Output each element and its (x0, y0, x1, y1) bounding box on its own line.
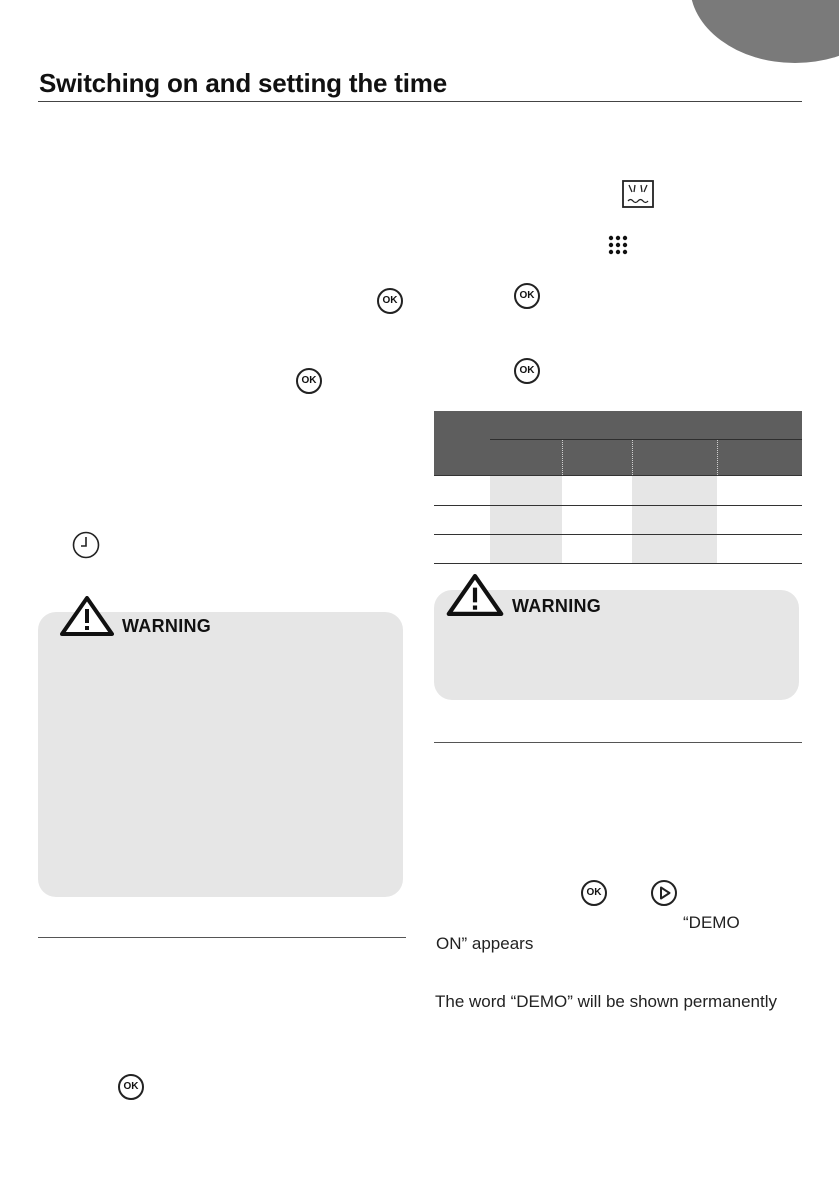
table-subheader-row (434, 440, 802, 476)
table-cell (434, 476, 490, 506)
menu-grid-icon (607, 234, 629, 256)
table-row (434, 535, 802, 564)
table-cell (562, 535, 632, 564)
ok-button-icon: OK (118, 1074, 144, 1100)
table-header-cell (562, 440, 632, 476)
demo-permanent-text: The word “DEMO” will be shown permanently (435, 992, 778, 1011)
ok-button-icon: OK (377, 288, 403, 314)
demo-text-line2: ON” appears (436, 934, 534, 953)
table-cell (490, 506, 562, 535)
table-header-row (434, 411, 802, 440)
warning-label: WARNING (512, 596, 602, 616)
table-cell (562, 506, 632, 535)
table-header-cell (434, 411, 490, 476)
oven-grill-icon (622, 180, 654, 208)
ok-button-icon: OK (296, 368, 322, 394)
table-row (434, 476, 802, 506)
title-divider (38, 101, 802, 102)
table-cell (562, 476, 632, 506)
warning-heading-right (446, 574, 601, 616)
ok-button-icon: OK (514, 283, 540, 309)
warning-label: WARNING (122, 616, 212, 636)
table-header-cell (490, 411, 802, 440)
table-cell (434, 506, 490, 535)
table-cell (490, 476, 562, 506)
section-divider-left (38, 937, 406, 938)
table-cell (434, 535, 490, 564)
table-cell (632, 476, 717, 506)
warning-triangle-icon (446, 574, 504, 616)
table-cell (717, 535, 802, 564)
ok-button-icon: OK (581, 880, 607, 906)
section-divider-right (434, 742, 802, 743)
table-header-cell (632, 440, 717, 476)
table-header-cell (717, 440, 802, 476)
table-cell (490, 535, 562, 564)
play-icon (650, 879, 678, 907)
table-header-cell (490, 440, 562, 476)
table-cell (632, 535, 717, 564)
table-cell (717, 506, 802, 535)
warning-heading-left (60, 596, 211, 636)
clock-icon (71, 530, 101, 560)
warning-triangle-icon (60, 596, 114, 636)
ok-button-icon: OK (514, 358, 540, 384)
page-title: Switching on and setting the time (39, 68, 447, 98)
table-cell (717, 476, 802, 506)
warning-box-left (38, 612, 403, 897)
demo-text-line1: “DEMO (683, 913, 740, 932)
page-corner-tab (690, 0, 839, 63)
table-cell (632, 506, 717, 535)
table-row (434, 506, 802, 535)
settings-table (434, 411, 802, 564)
